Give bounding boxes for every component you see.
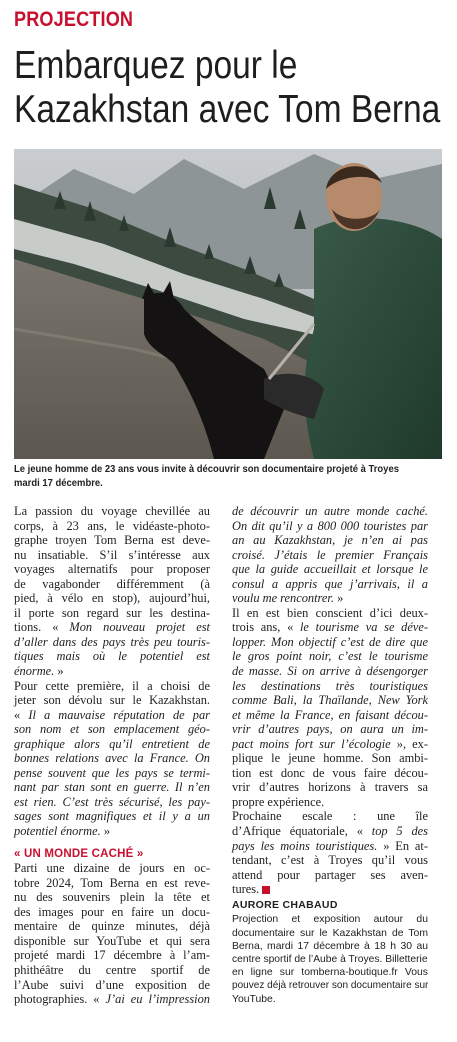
- event-info: [232, 913, 428, 1005]
- quote-fragment: pays les moins touristiques.: [232, 838, 378, 853]
- info-line: pouvez déjà retrouver son documentaire sur: [232, 980, 429, 992]
- text-fragment: »: [100, 824, 111, 839]
- quote-fragment: Mon nouveau projet est: [69, 620, 210, 635]
- author-byline: AURORE CHABAUD: [232, 898, 338, 911]
- text-line: [232, 824, 428, 839]
- quote-line: vrir d’autres pays, on aura un im-: [232, 722, 428, 737]
- text-line: Pour cette première, il a choisi de: [14, 678, 210, 693]
- quote-line: de masse. Si on arrive à désengorger: [232, 664, 428, 679]
- text-line: nu des souvenirs plein la tête et: [14, 890, 210, 905]
- text-line: Il en est bien conscient d’ici deux-: [232, 605, 428, 620]
- text-fragment: »: [54, 664, 64, 679]
- info-line: Berna, mardi 17 décembre à 18 h 30 au: [232, 940, 428, 952]
- caption-line: mardi 17 décembre.: [14, 477, 103, 489]
- quote-line: comme Bali, la Thaïlande, New York: [232, 693, 428, 708]
- text-line: [14, 664, 210, 679]
- text-line: des images pour en faire un docu-: [14, 904, 210, 919]
- photo-illustration: [14, 149, 442, 459]
- text-line: [232, 620, 428, 635]
- text-fragment: » En at-: [377, 838, 428, 853]
- quote-line: croisé. J’étais le premier Français: [232, 547, 428, 562]
- text-line: [14, 708, 210, 723]
- quote-fragment: pact moins fort sur l’écologie: [232, 736, 391, 751]
- text-fragment: trois ans, «: [232, 620, 300, 635]
- quote-line: et même la France, en faisant décou-: [232, 707, 428, 722]
- end-mark-icon: [262, 886, 270, 894]
- article-photo: [14, 149, 442, 459]
- quote-fragment: potentiel énorme.: [14, 824, 101, 839]
- quote-line: de découvrir un autre monde caché.: [232, 504, 428, 518]
- text-line: jeter son dévolu sur le Kazakhstan.: [14, 693, 210, 708]
- headline-line-2: Kazakhstan avec Tom Berna: [14, 88, 441, 131]
- quote-fragment: top 5 des: [371, 824, 428, 839]
- text-line: vrir d’autres horizons à travers sa: [232, 780, 428, 795]
- text-line: [14, 620, 210, 635]
- quote-line: les destinations très touristiques: [232, 678, 428, 693]
- text-fragment: «: [14, 707, 29, 722]
- text-line: attend pour partager ses aven-: [232, 867, 428, 882]
- text-line: corps, à 23 ans, le vidéaste-photo-: [14, 518, 210, 533]
- headline-line-1: Embarquez pour le: [14, 44, 298, 87]
- quote-line: graphique alors qu’il entretient de: [14, 736, 210, 751]
- quote-fragment: énorme.: [14, 664, 55, 679]
- text-fragment: tions. «: [14, 620, 70, 635]
- quote-line: le gros point noir, c’est le tourisme: [232, 649, 428, 664]
- quote-line: pense souvent que les pays se termi-: [14, 765, 210, 780]
- text-line: plique le jeune homme. Son ambi-: [232, 751, 428, 766]
- info-line: Projection et exposition autour du: [232, 914, 428, 926]
- caption-line: Le jeune homme de 23 ans vous invite à découvrir son documentaire projeté à Troyes: [14, 463, 399, 475]
- text-line: Prochaine escale : une île: [232, 809, 428, 824]
- text-fragment: d’Afrique équatoriale, «: [232, 824, 372, 839]
- text-line: tendant, c’est à Troyes qu’il vous: [232, 853, 428, 868]
- text-line: [14, 992, 210, 1007]
- text-line: disponible sur YouTube et qui sera: [14, 933, 210, 948]
- text-line: [232, 882, 428, 897]
- article-column-left: [14, 504, 210, 1007]
- text-line: il porte son regard sur les destina-: [14, 605, 210, 620]
- quote-fragment: Il a mauvaise réputation de par: [28, 707, 210, 722]
- quote-line: consul a appris que j’arrivais, il a: [232, 576, 428, 591]
- headline: [14, 44, 441, 132]
- text-line: projeté mardi 17 décembre à l’am-: [14, 948, 210, 963]
- quote-line: an au Kazakhstan, je n’en ai pas: [232, 533, 428, 548]
- quote-line: lopper. Mon objectif c’est de dire que: [232, 634, 428, 649]
- text-line: phithéâtre du centre sportif de: [14, 962, 210, 977]
- text-line: pied, à vélo en stop), aujourd’hui,: [14, 591, 210, 606]
- text-line: tobre 2024, Tom Berna en est reve-: [14, 875, 210, 890]
- text-line: l’Aube suivi d’une exposition de: [14, 977, 210, 992]
- photo-caption: [14, 462, 399, 490]
- text-fragment: », ex-: [390, 736, 429, 751]
- text-line: [232, 737, 428, 752]
- section-rubric: PROJECTION: [14, 8, 134, 31]
- text-line: propre expérience.: [232, 794, 325, 809]
- info-line: centre sportif de l’Aube à Troyes. Billetterie: [232, 953, 428, 965]
- info-line: YouTube.: [232, 993, 276, 1005]
- subheading: « UN MONDE CACHÉ »: [14, 847, 144, 860]
- quote-fragment: voulu me rencontrer.: [232, 591, 334, 606]
- text-line: mentaire de quinze minutes, déjà: [14, 919, 210, 934]
- quote-line: d’aller dans des pays très peu touris-: [14, 634, 210, 649]
- quote-line: tiques mais où le potentiel est: [14, 649, 210, 664]
- quote-fragment: J’ai eu l’impression: [105, 992, 210, 1007]
- article-column-right: [232, 504, 428, 1006]
- text-line: La passion du voyage chevillée au: [14, 504, 210, 518]
- quote-line: bonnes relations avec la France. On: [14, 751, 210, 766]
- quote-line: On dit qu’il y a 800 000 touristes par: [232, 518, 428, 533]
- text-line: de vagabonder différemment (à: [14, 576, 210, 591]
- info-line: en ligne sur tomberna-boutique.fr Vous: [232, 967, 428, 979]
- text-line: [232, 839, 428, 854]
- info-line: documentaire sur le Kazakhstan de Tom: [232, 927, 428, 939]
- quote-line: sages sont magnifiques et il y a un: [14, 809, 210, 824]
- text-fragment: tures.: [232, 882, 260, 897]
- quote-line: nant par stan sont en guerre. Il n’en: [14, 780, 210, 795]
- text-line: voyages alternatifs pour proposer: [14, 562, 210, 577]
- quote-line: est rien. C’est très sécurisé, les pay-: [14, 794, 210, 809]
- quote-fragment: le tourisme va se déve-: [299, 620, 428, 635]
- text-fragment: photographies. «: [14, 992, 106, 1007]
- text-line: [14, 824, 210, 839]
- text-line: tion est donc de vous faire décou-: [232, 765, 428, 780]
- text-line: nu insatiable. S’il s’intéresse aux: [14, 547, 210, 562]
- text-line: [232, 591, 428, 606]
- text-line: Parti une dizaine de jours en oc-: [14, 861, 210, 876]
- text-line: graphe troyen Tom Berna est deve-: [14, 533, 210, 548]
- quote-line: que la guide accueillait et lorsque le: [232, 562, 428, 577]
- quote-line: son nom et son emplacement géo-: [14, 722, 210, 737]
- text-fragment: »: [333, 591, 344, 606]
